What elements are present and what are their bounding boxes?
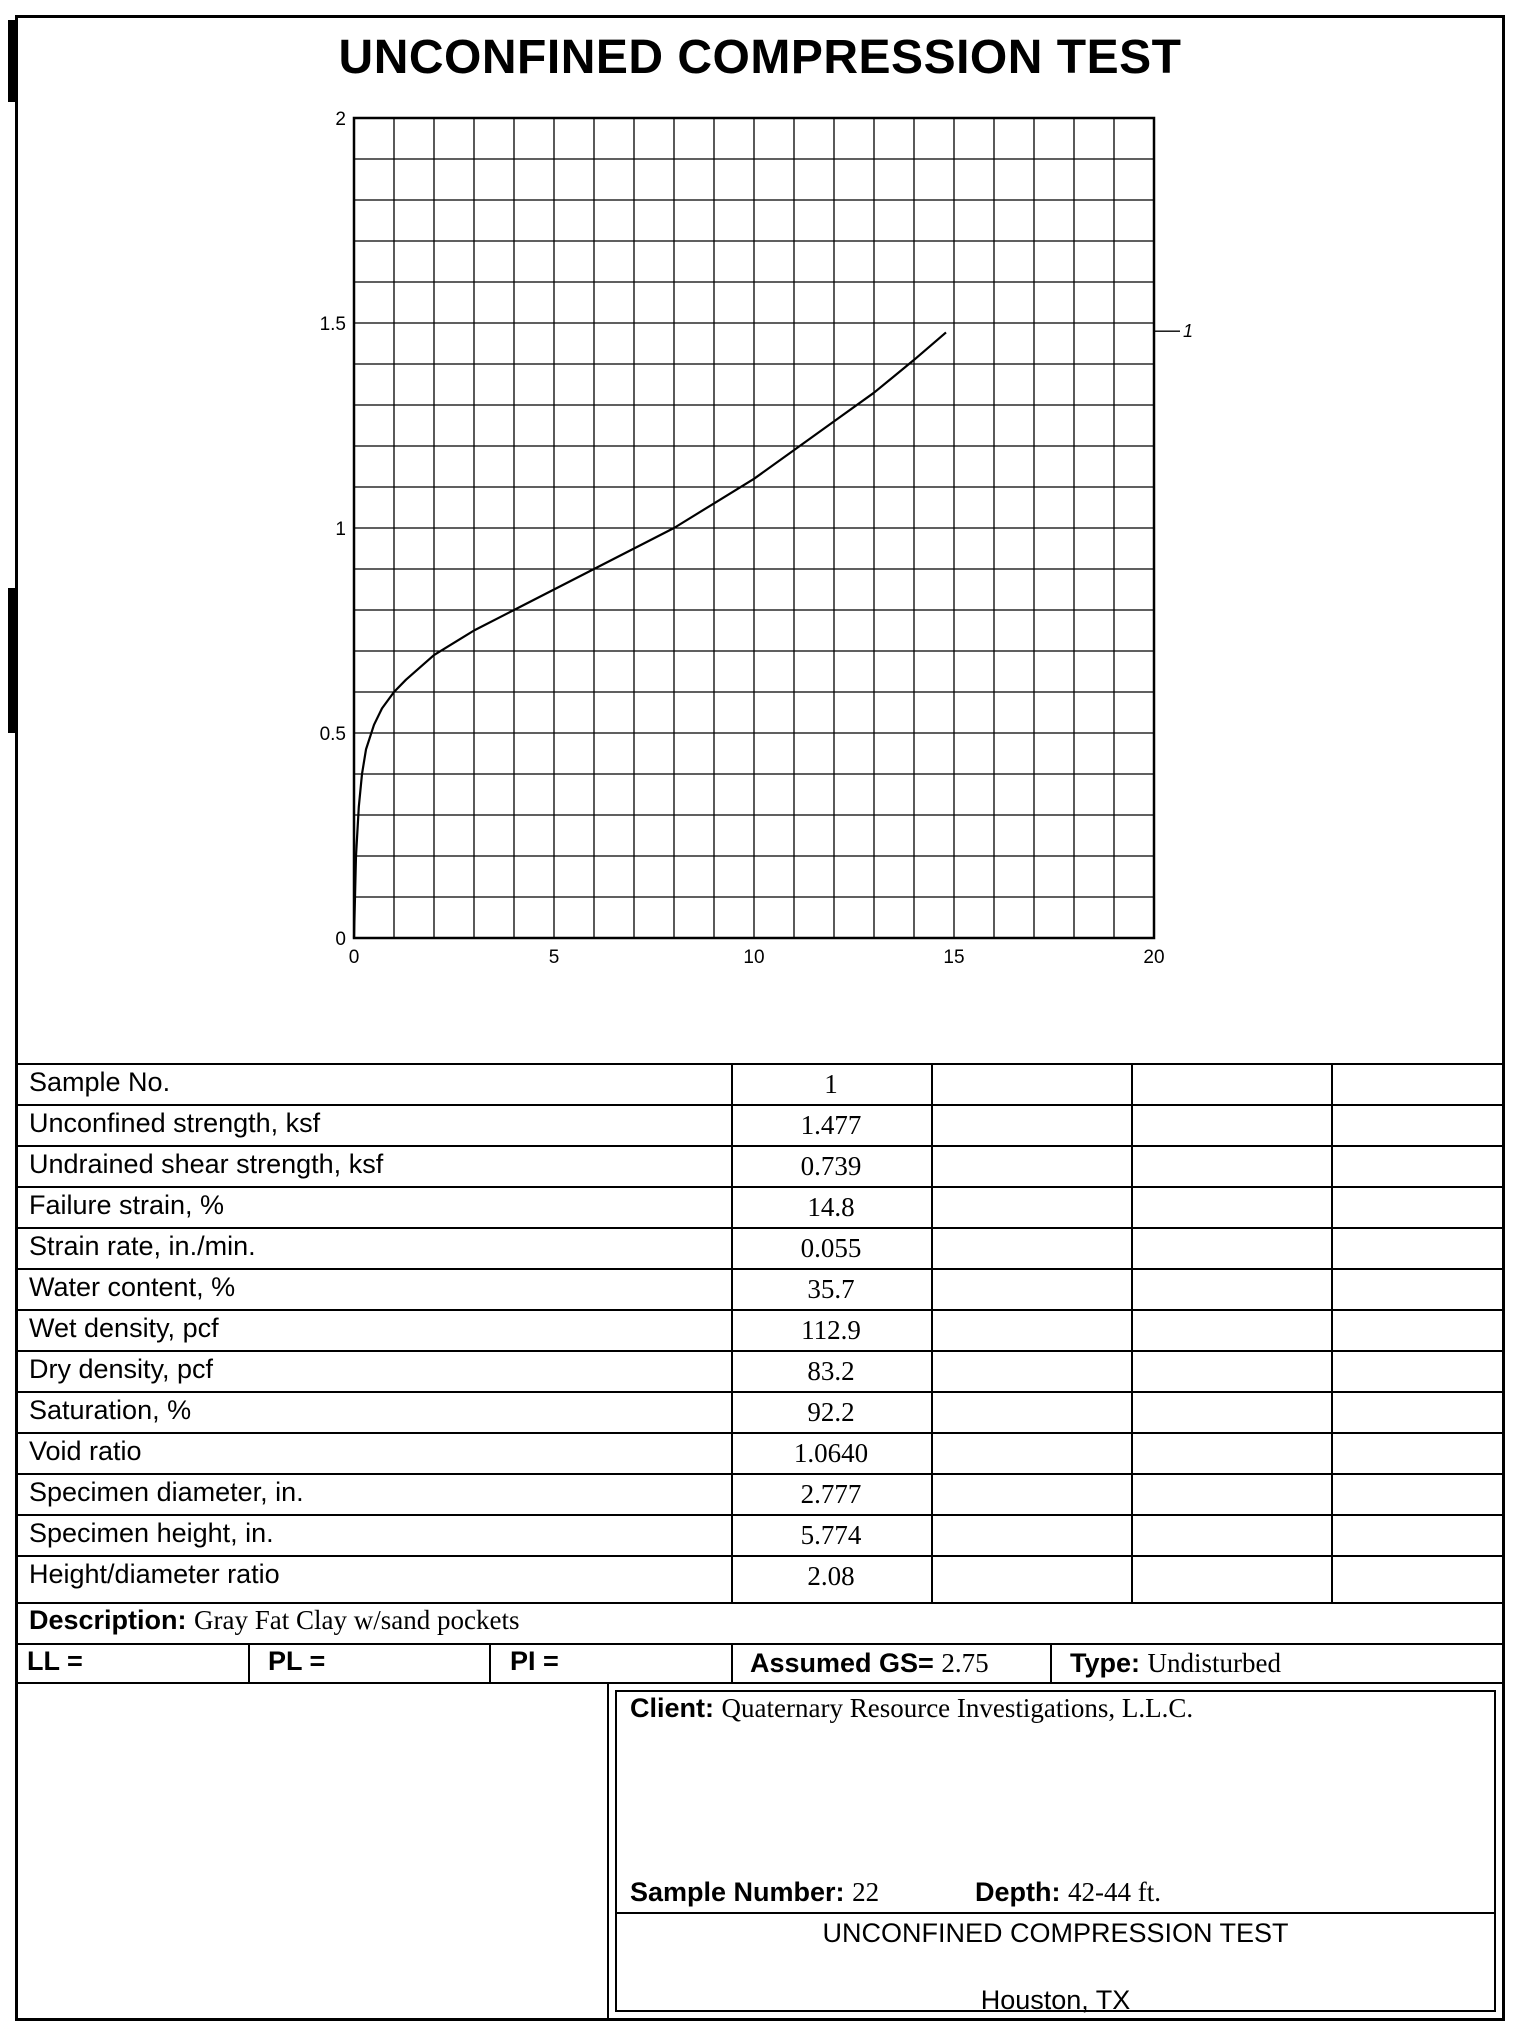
x-tick-label: 10 bbox=[743, 947, 765, 968]
table-row-label: Water content, % bbox=[29, 1272, 236, 1302]
table-row-value: 92.2 bbox=[807, 1397, 855, 1427]
sample-type-label: Type: bbox=[1070, 1648, 1141, 1678]
table-row-value: 1 bbox=[824, 1069, 838, 1099]
table-row-label: Void ratio bbox=[29, 1436, 142, 1466]
client-box-divider bbox=[615, 1912, 1496, 1914]
table-row-value: 1.0640 bbox=[793, 1438, 869, 1468]
table-row bbox=[15, 1309, 1505, 1350]
chart-series bbox=[354, 321, 1193, 938]
table-row bbox=[15, 1555, 1505, 1596]
series-line bbox=[354, 332, 946, 938]
table-row bbox=[15, 1473, 1505, 1514]
stress-strain-chart bbox=[320, 105, 1220, 985]
table-row-rule bbox=[15, 1350, 1505, 1352]
chart-ticks bbox=[320, 109, 1165, 968]
edge-mark-middle bbox=[8, 588, 15, 733]
table-row bbox=[15, 1104, 1505, 1145]
table-row bbox=[15, 1432, 1505, 1473]
plasticity-index: PI = bbox=[510, 1646, 559, 1676]
table-row-label: Sample No. bbox=[29, 1067, 171, 1097]
table-row-label: Specimen height, in. bbox=[29, 1518, 274, 1548]
table-row-label: Specimen diameter, in. bbox=[29, 1477, 304, 1507]
sample-number-line bbox=[630, 1877, 879, 1908]
client-box-left-inner bbox=[615, 1690, 617, 2012]
limits-divider-3 bbox=[731, 1643, 733, 1682]
report-title: UNCONFINED COMPRESSION TEST bbox=[822, 1918, 1289, 1948]
description-line bbox=[29, 1605, 519, 1636]
table-row-value: 83.2 bbox=[807, 1356, 855, 1386]
table-row-value: 35.7 bbox=[807, 1274, 855, 1304]
table-row-label: Dry density, pcf bbox=[29, 1354, 214, 1384]
plastic-limit: PL = bbox=[268, 1646, 326, 1676]
limits-divider-4 bbox=[1050, 1643, 1052, 1682]
table-row-value: 1.477 bbox=[800, 1110, 862, 1140]
assumed-gs-value: 2.75 bbox=[941, 1648, 989, 1678]
limits-divider-2 bbox=[489, 1643, 491, 1682]
table-row bbox=[15, 1063, 1505, 1104]
assumed-gs bbox=[750, 1648, 989, 1679]
y-tick-label: 2 bbox=[335, 109, 346, 130]
client-label: Client: bbox=[630, 1693, 714, 1723]
chart-grid bbox=[354, 118, 1154, 938]
x-tick-label: 0 bbox=[348, 947, 360, 968]
y-tick-label: 1 bbox=[335, 519, 346, 540]
depth-line bbox=[975, 1877, 1161, 1908]
description-top-rule bbox=[15, 1602, 1505, 1604]
y-tick-label: 0.5 bbox=[320, 724, 346, 745]
table-row-value: 2.777 bbox=[800, 1479, 862, 1509]
table-row-value: 0.055 bbox=[800, 1233, 862, 1263]
table-row-rule bbox=[15, 1268, 1505, 1270]
table-row-rule bbox=[15, 1227, 1505, 1229]
table-row-value: 14.8 bbox=[807, 1192, 855, 1222]
table-row bbox=[15, 1227, 1505, 1268]
table-row-label: Failure strain, % bbox=[29, 1190, 225, 1220]
table-row-label: Wet density, pcf bbox=[29, 1313, 219, 1343]
table-row bbox=[15, 1268, 1505, 1309]
table-row-label: Undrained shear strength, ksf bbox=[29, 1149, 384, 1179]
table-row-rule bbox=[15, 1555, 1505, 1557]
sample-number-value: 22 bbox=[852, 1877, 880, 1907]
table-row bbox=[15, 1145, 1505, 1186]
client-value: Quaternary Resource Investigations, L.L.C. bbox=[721, 1693, 1194, 1723]
x-tick-label: 20 bbox=[1143, 947, 1165, 968]
table-row bbox=[15, 1186, 1505, 1227]
x-tick-label: 15 bbox=[943, 947, 965, 968]
table-row-rule bbox=[15, 1432, 1505, 1434]
table-row-value: 5.774 bbox=[800, 1520, 862, 1550]
table-row-rule bbox=[15, 1514, 1505, 1516]
sample-type-value: Undisturbed bbox=[1147, 1648, 1282, 1678]
limits-divider-1 bbox=[248, 1643, 250, 1682]
table-row-rule bbox=[15, 1186, 1505, 1188]
page-title: UNCONFINED COMPRESSION TEST bbox=[338, 31, 1182, 84]
sample-type bbox=[1070, 1648, 1281, 1679]
description-value: Gray Fat Clay w/sand pockets bbox=[194, 1605, 520, 1635]
client-box-right-inner bbox=[1494, 1690, 1496, 2012]
table-row-rule bbox=[15, 1104, 1505, 1106]
table-row bbox=[15, 1391, 1505, 1432]
y-tick-label: 1.5 bbox=[320, 314, 346, 335]
depth-value: 42-44 ft. bbox=[1068, 1877, 1161, 1907]
y-tick-label: 0 bbox=[335, 929, 346, 950]
description-label: Description: bbox=[29, 1605, 187, 1635]
table-row-rule bbox=[15, 1473, 1505, 1475]
table-row-label: Strain rate, in./min. bbox=[29, 1231, 256, 1261]
table-row bbox=[15, 1514, 1505, 1555]
limits-top-rule bbox=[15, 1643, 1505, 1645]
depth-label: Depth: bbox=[975, 1877, 1061, 1907]
table-row-label: Saturation, % bbox=[29, 1395, 192, 1425]
liquid-limit: LL = bbox=[27, 1646, 83, 1676]
table-row bbox=[15, 1350, 1505, 1391]
table-row-rule bbox=[15, 1309, 1505, 1311]
limits-bottom-rule bbox=[15, 1682, 1505, 1684]
assumed-gs-label: Assumed GS= bbox=[750, 1648, 934, 1678]
table-row-value: 2.08 bbox=[807, 1561, 855, 1591]
client-line bbox=[630, 1693, 1193, 1724]
sample-number-label: Sample Number: bbox=[630, 1877, 845, 1907]
table-row-rule bbox=[15, 1391, 1505, 1393]
table-row-rule bbox=[15, 1145, 1505, 1147]
table-row-label: Height/diameter ratio bbox=[29, 1559, 280, 1589]
series-label: 1 bbox=[1183, 321, 1194, 342]
table-row-label: Unconfined strength, ksf bbox=[29, 1108, 321, 1138]
client-box-left-outer bbox=[607, 1682, 609, 2021]
client-box-top-inner bbox=[615, 1690, 1496, 1692]
table-row-value: 112.9 bbox=[801, 1315, 861, 1345]
report-location: Houston, TX bbox=[980, 1985, 1131, 2015]
x-tick-label: 5 bbox=[548, 947, 560, 968]
table-row-value: 0.739 bbox=[800, 1151, 862, 1181]
